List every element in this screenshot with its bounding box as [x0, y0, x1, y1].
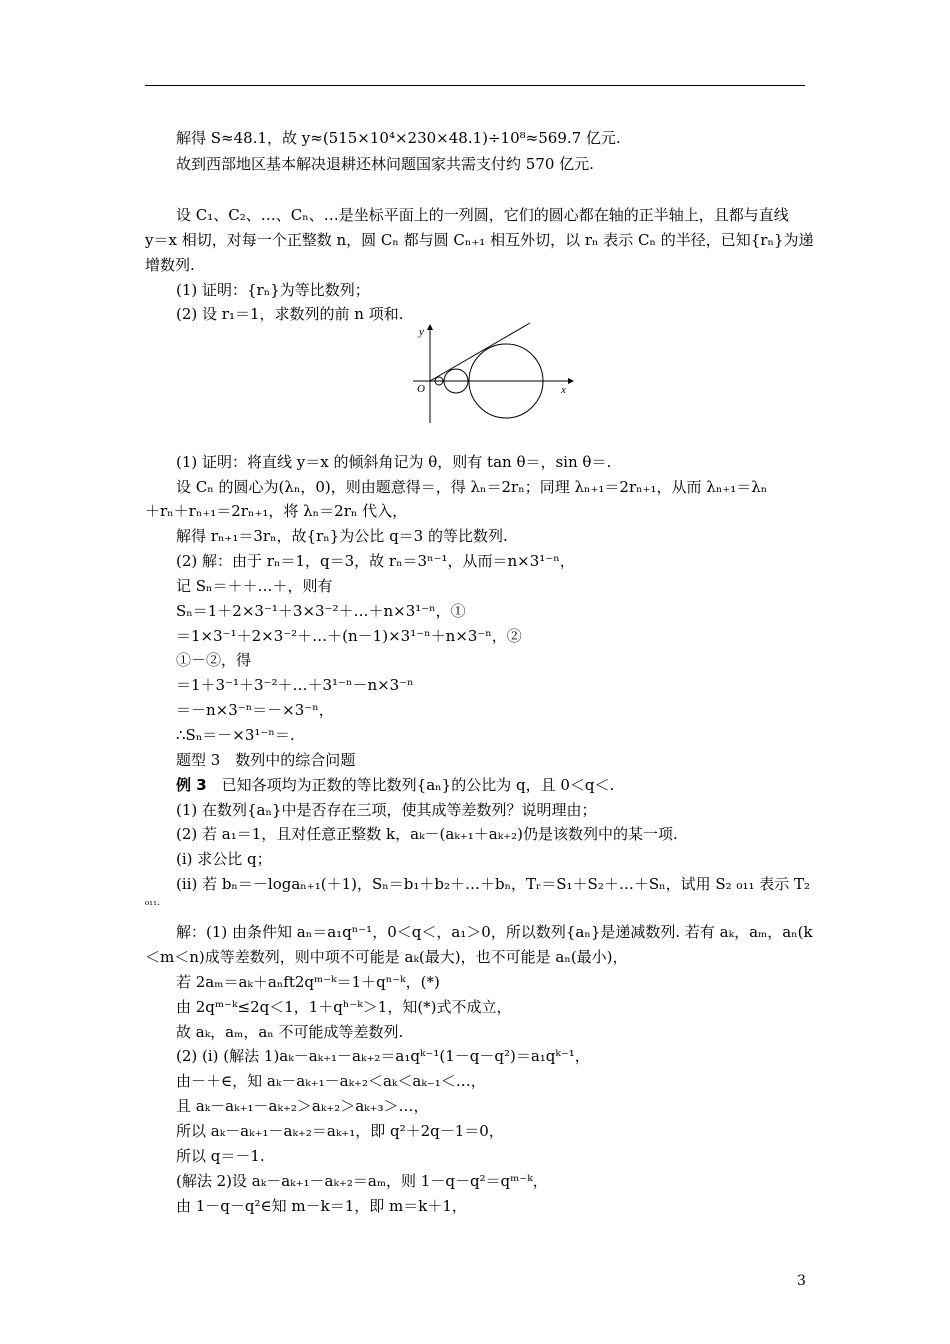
- tangent-line: [430, 323, 530, 381]
- text-line: 所以 aₖ－aₖ₊₁－aₖ₊₂＝aₖ₊₁，即 q²＋2q－1＝0，: [176, 1122, 504, 1140]
- text-line: ＜m＜n)成等差数列，则中项不可能是 aₖ(最大)，也不可能是 aₙ(最小)，: [145, 948, 628, 966]
- text-line: ₀₁₁.: [145, 897, 161, 908]
- text-line: 由 1－q－q²∈知 m－k＝1，即 m＝k＋1，: [176, 1197, 467, 1215]
- text-line: ＝1＋3⁻¹＋3⁻²＋…＋3¹⁻ⁿ－n×3⁻ⁿ: [176, 676, 414, 694]
- text-line: (2) 解：由于 rₙ＝1，q＝3，故 rₙ＝3ⁿ⁻¹，从而＝n×3¹⁻ⁿ，: [176, 552, 575, 570]
- text-line: 且 aₖ－aₖ₊₁－aₖ₊₂＞aₖ₊₂＞aₖ₊₃＞…，: [176, 1097, 429, 1115]
- section-heading: 题型 3 数列中的综合问题: [176, 751, 356, 769]
- example-text: 已知各项均为正数的等比数列{aₙ}的公比为 q，且 0＜q＜.: [206, 776, 615, 794]
- y-axis-arrow: [427, 324, 433, 330]
- text-line: ＝1×3⁻¹＋2×3⁻²＋…＋(n－1)×3¹⁻ⁿ＋n×3⁻ⁿ，②: [176, 627, 522, 645]
- text-line: (2) (ⅰ) (解法 1)aₖ－aₖ₊₁－aₖ₊₂＝a₁qᵏ⁻¹(1－q－q²)＝a₁qᵏ⁻¹，: [176, 1047, 590, 1065]
- example-label: 例 3: [176, 776, 207, 794]
- text-line: 解：(1) 由条件知 aₙ＝a₁qⁿ⁻¹，0＜q＜，a₁＞0，所以数列{aₙ}是递减数列. 若有 aₖ，aₘ，aₙ(k: [176, 923, 813, 941]
- text-line: ①－②，得: [176, 651, 252, 669]
- text-line: 设 Cₙ 的圆心为(λₙ，0)，则由题意得＝，得 λₙ＝2rₙ；同理 λₙ₊₁＝2rₙ₊₁，从而 λₙ₊₁＝λₙ: [176, 478, 768, 496]
- page-number: 3: [797, 1273, 806, 1289]
- x-axis-arrow: [568, 378, 574, 384]
- text-line: 解得 S≈48.1，故 y≈(515×10⁴×230×48.1)÷10⁸≈569.7 亿元.: [176, 129, 621, 147]
- text-line: 增数列.: [145, 256, 195, 274]
- text-line: 故 aₖ，aₘ，aₙ 不可能成等差数列.: [176, 1023, 404, 1041]
- example-line: [176, 775, 614, 795]
- text-line: (1) 证明：将直线 y＝x 的倾斜角记为 θ，则有 tan θ＝，sin θ＝.: [176, 453, 612, 471]
- text-line: ＝－n×3⁻ⁿ＝－×3⁻ⁿ，: [176, 701, 334, 719]
- text-line: 记 Sₙ＝＋＋…＋，则有: [176, 577, 333, 595]
- text-line: (ⅰ) 求公比 q；: [176, 850, 272, 868]
- text-line: 由 2qᵐ⁻ᵏ≤2q＜1，1＋qʰ⁻ᵏ＞1，知(*)式不成立，: [176, 998, 512, 1016]
- text-line: 由－＋∈，知 aₖ－aₖ₊₁－aₖ₊₂＜aₖ＜aₖ₋₁＜…，: [176, 1072, 486, 1090]
- text-line: (ⅱ) 若 bₙ＝－logaₙ₊₁(＋1)，Sₙ＝b₁＋b₂＋…＋bₙ，Tᵣ＝S₁＋S₂＋…＋Sₙ，试用 S₂ ₀₁₁ 表示 T₂: [176, 875, 811, 893]
- text-line: 设 C₁、C₂、…、Cₙ、…是坐标平面上的一列圆，它们的圆心都在轴的正半轴上，且都与直线: [176, 206, 789, 224]
- header-rule: [145, 85, 805, 86]
- text-line: (2) 设 r₁＝1，求数列的前 n 项和.: [176, 305, 404, 323]
- text-line: Sₙ＝1＋2×3⁻¹＋3×3⁻²＋…＋n×3¹⁻ⁿ，①: [176, 602, 466, 620]
- y-axis-label: y: [419, 326, 424, 338]
- text-line: 若 2aₘ＝aₖ＋aₙft2qᵐ⁻ᵏ＝1＋qⁿ⁻ᵏ，(*): [176, 973, 440, 991]
- text-line: (1) 在数列{aₙ}中是否存在三项，使其成等差数列？说明理由；: [176, 801, 597, 819]
- text-line: (解法 2)设 aₖ－aₖ₊₁－aₖ₊₂＝aₘ，则 1－q－q²＝qᵐ⁻ᵏ，: [176, 1172, 548, 1190]
- text-line: 故到西部地区基本解决退耕还林问题国家共需支付约 570 亿元.: [176, 155, 594, 173]
- x-axis-label: x: [561, 384, 566, 396]
- text-line: ∴Sₙ＝－×3¹⁻ⁿ＝.: [176, 726, 295, 744]
- text-line: (1) 证明：{rₙ}为等比数列；: [176, 281, 370, 299]
- origin-label: O: [417, 383, 425, 395]
- text-line: 所以 q＝－1.: [176, 1147, 265, 1165]
- text-line: 解得 rₙ₊₁＝3rₙ，故{rₙ}为公比 q＝3 的等比数列.: [176, 527, 508, 545]
- text-line: y＝x 相切，对每一个正整数 n，圆 Cₙ 都与圆 Cₙ₊₁ 相互外切，以 rₙ 表示 Cₙ 的半径，已知{rₙ}为递: [145, 231, 814, 249]
- circles-figure: [405, 318, 585, 428]
- text-line: (2) 若 a₁＝1，且对任意正整数 k，aₖ－(aₖ₊₁＋aₖ₊₂)仍是该数列中的某一项.: [176, 825, 678, 843]
- text-line: ＋rₙ＋rₙ₊₁＝2rₙ₊₁，将 λₙ＝2rₙ 代入，: [145, 502, 408, 520]
